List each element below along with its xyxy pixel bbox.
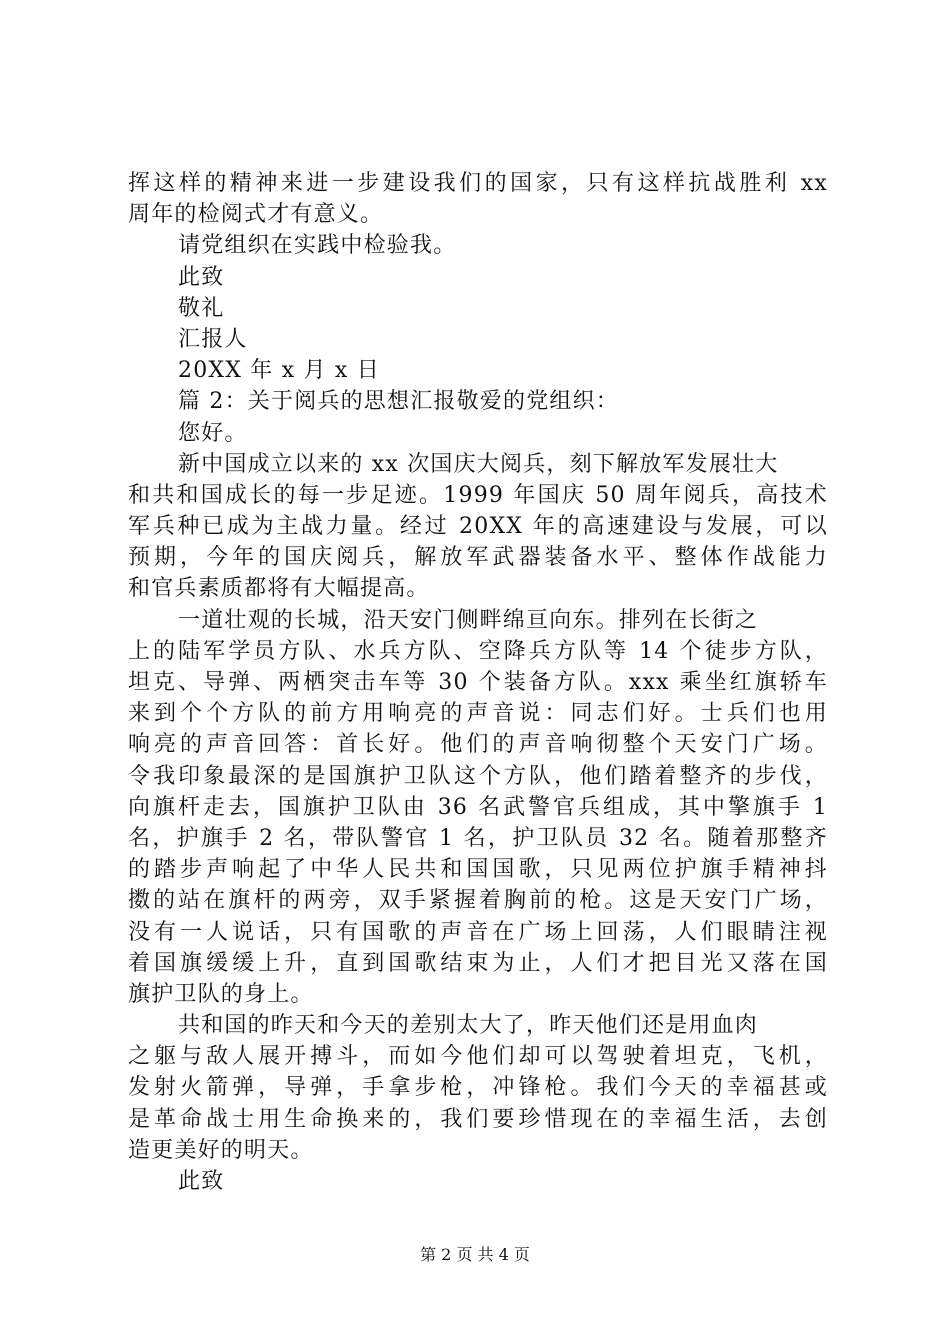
document-body (128, 168, 828, 1197)
greeting: 您好。 (178, 420, 248, 446)
closing-salutation: 此致 (178, 264, 225, 290)
text-line: 之躯与敌人展开搏斗，而如今他们却可以驾驶着坦克，飞机， (128, 1044, 828, 1070)
text-line: 擞的站在旗杆的两旁，双手紧握着胸前的枪。这是天安门广场， (128, 888, 828, 914)
text-line: 共和国的昨天和今天的差别太大了，昨天他们还是用血肉 (178, 1013, 759, 1039)
closing-regards: 敬礼 (178, 295, 225, 321)
text-line: 和共和国成长的每一步足迹。1999 年国庆 50 周年阅兵，高技术 (128, 482, 828, 508)
text-line: 军兵种已成为主战力量。经过 20XX 年的高速建设与发展，可以 (128, 514, 828, 540)
text-line: 一道壮观的长城，沿天安门侧畔绵亘向东。排列在长街之 (178, 607, 759, 633)
text-line: 上的陆军学员方队、水兵方队、空降兵方队等 14 个徒步方队， (128, 638, 828, 664)
closing-salutation: 此致 (178, 1169, 225, 1194)
text-line: 预期，今年的国庆阅兵，解放军武器装备水平、整体作战能力 (128, 545, 828, 571)
text-line: 和官兵素质都将有大幅提高。 (128, 576, 430, 602)
text-line: 请党组织在实践中检验我。 (178, 233, 457, 259)
text-line: 造更美好的明天。 (128, 1137, 314, 1163)
text-line: 挥这样的精神来进一步建设我们的国家，只有这样抗战胜利 xx (128, 171, 828, 196)
text-line: 发射火箭弹，导弹，手拿步枪，冲锋枪。我们今天的幸福甚或 (128, 1075, 828, 1101)
text-line: 旗护卫队的身上。 (128, 981, 314, 1007)
text-line: 着国旗缓缓上升，直到国歌结束为止，人们才把目光又落在国 (128, 950, 828, 976)
text-line: 坦克、导弹、两栖突击车等 30 个装备方队。xxx 乘坐红旗轿车 (128, 670, 828, 695)
text-line: 令我印象最深的是国旗护卫队这个方队，他们踏着整齐的步伐， (128, 763, 828, 789)
text-line: 响亮的声音回答：首长好。他们的声音响彻整个天安门广场。 (128, 732, 828, 758)
text-line: 是革命战士用生命换来的，我们要珍惜现在的幸福生活，去创 (128, 1106, 828, 1132)
text-line: 来到个个方队的前方用响亮的声音说：同志们好。士兵们也用 (128, 701, 828, 727)
text-line: 向旗杆走去，国旗护卫队由 36 名武警官兵组成，其中擎旗手 1 (128, 794, 828, 820)
report-date: 20XX 年 x 月 x 日 (178, 358, 380, 384)
text-line: 没有一人说话，只有国歌的声音在广场上回荡，人们眼睛注视 (128, 919, 828, 945)
page-footer: 第 2 页 共 4 页 (420, 1245, 530, 1264)
text-line: 的踏步声响起了中华人民共和国国歌，只见两位护旗手精神抖 (128, 857, 828, 883)
reporter-label: 汇报人 (178, 326, 248, 352)
text-line: 新中国成立以来的 xx 次国庆大阅兵，刻下解放军发展壮大 (178, 451, 779, 477)
text-line: 周年的检阅式才有意义。 (128, 202, 384, 228)
section-heading: 篇 2：关于阅兵的思想汇报敬爱的党组织： (178, 389, 619, 415)
text-line: 名，护旗手 2 名，带队警官 1 名，护卫队员 32 名。随着那整齐 (128, 825, 828, 851)
